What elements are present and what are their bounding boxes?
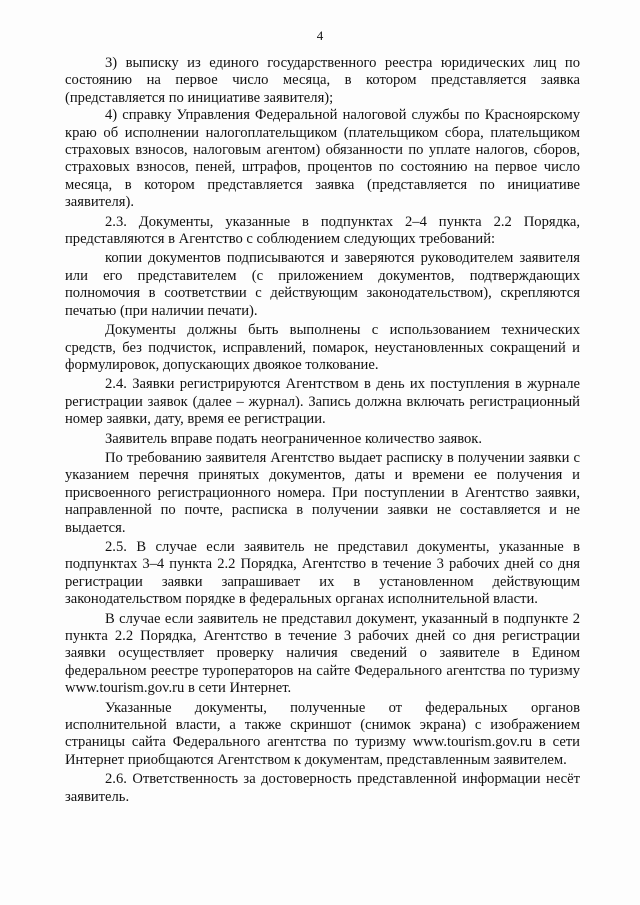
paragraph-2-4-registration: 2.4. Заявки регистрируются Агентством в день их поступления в журнале регистрации заявок (далее – журнал). Запись должна включать регистрационный номер заявки, дату, время ее регистрации. — [65, 376, 580, 428]
page-number: 4 — [316, 28, 324, 43]
paragraph-registry-check: В случае если заявитель не представил документ, указанный в подпункте 2 пункта 2.2 Порядка, Агентство в течение 3 рабочих дней со дня регистрации заявки осуществляет проверку наличия сведений о заявителе в Едином федеральном реестре туроператоров на сайте Федерального агентства по туризму www.tourism.gov.ru в сети Интернет. — [65, 610, 580, 697]
paragraph-unlimited-applications: Заявитель вправе подать неограниченное количество заявок. — [105, 430, 483, 447]
paragraph-2-5-request: 2.5. В случае если заявитель не представил документы, указанные в подпунктах 3–4 пункта 2.2 Порядка, Агентство в течение 3 рабочих дней со дня регистрации заявки запрашивает их в установленном действующим законодательством порядке в федеральных органах исполнительной власти. — [65, 538, 580, 608]
paragraph-copies-signed: копии документов подписываются и заверяются руководителем заявителя или его представителем (с приложением документов, подтверждающих полномочия в соответствии с действующим законодательством), скрепляются печатью (при наличии печати). — [65, 250, 580, 319]
paragraph-extract-registry: 3) выписку из единого государственного реестра юридических лиц по состоянию на первое число месяца, в котором представляется заявка (представляется по инициативе заявителя); — [65, 55, 580, 106]
document-body — [65, 55, 580, 806]
paragraph-documents-attached: Указанные документы, полученные от федеральных органов исполнительной власти, а также скриншот (снимок экрана) с изображением страницы сайта Федерального агентства по туризму www.tourism.gov.ru в сети Интернет приобщаются Агентством к документам, представленным заявителем. — [65, 699, 580, 768]
paragraph-2-6-responsibility: 2.6. Ответственность за достоверность представленной информации несёт заявитель. — [65, 771, 580, 805]
paragraph-tax-certificate: 4) справку Управления Федеральной налоговой службы по Красноярскому краю об исполнении налогоплательщиком (плательщиком сбора, плательщиком страховых взносов, налоговым агентом) обязанности по уплате налогов, сборов, страховых взносов, пеней, штрафов, процентов по состоянию на первое число месяца, в котором представляется заявка (представляется по инициативе заявителя). — [65, 107, 580, 211]
paragraph-documents-technical: Документы должны быть выполнены с использованием технических средств, без подчисток, исправлений, помарок, неустановленных сокращений и формулировок, допускающих двоякое толкование. — [65, 322, 580, 373]
paragraph-2-3-requirements: 2.3. Документы, указанные в подпунктах 2–4 пункта 2.2 Порядка, представляются в Агентство с соблюдением следующих требований: — [65, 213, 580, 248]
paragraph-receipt: По требованию заявителя Агентство выдает расписку в получении заявки с указанием перечня принятых документов, даты и времени ее получения и присвоенного регистрационного номера. При поступлении в Агентство заявки, направленной по почте, расписка в получении заявки не составляется и не выдается. — [65, 449, 580, 536]
